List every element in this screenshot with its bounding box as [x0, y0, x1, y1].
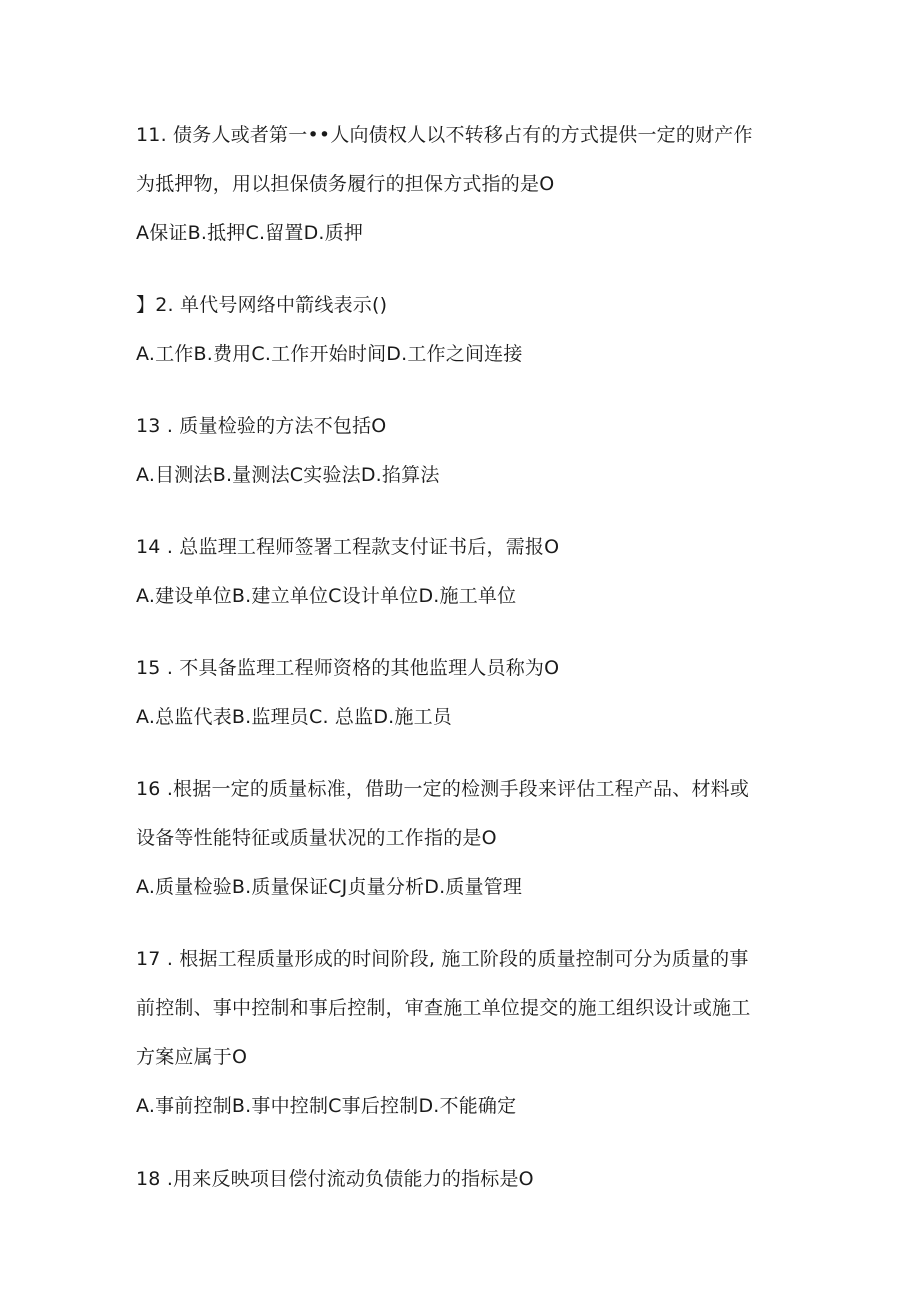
question-14-options: A.建设单位B.建立单位C设计单位D.施工单位 — [136, 585, 517, 607]
question-11-options: A保证B.抵押C.留置D.质押 — [136, 222, 364, 244]
question-17-stem-line-2: 前控制、事中控制和事后控制，审查施工单位提交的施工组织设计或施工 — [136, 997, 751, 1019]
question-16-stem-line-2: 设备等性能特征或质量状况的工作指的是O — [136, 827, 497, 849]
question-15-stem: 15 . 不具备监理工程师资格的其他监理人员称为O — [136, 657, 560, 679]
question-12-stem: 】2. 单代号网络中箭线表示() — [136, 294, 388, 316]
question-12-options: A.工作B.费用C.工作开始时间D.工作之间连接 — [136, 343, 523, 365]
question-17-options: A.事前控制B.事中控制C事后控制D.不能确定 — [136, 1095, 517, 1117]
question-17-stem-line-1: 17 . 根据工程质量形成的时间阶段, 施工阶段的质量控制可分为质量的事 — [136, 948, 749, 970]
question-11-stem-line-2: 为抵押物，用以担保债务履行的担保方式指的是O — [136, 173, 555, 195]
question-14-stem: 14 . 总监理工程师签署工程款支付证书后，需报O — [136, 536, 560, 558]
question-16-stem-line-1: 16 .根据一定的质量标准，借助一定的检测手段来评估工程产品、材料或 — [136, 778, 750, 800]
question-17-stem-line-3: 方案应属于O — [136, 1046, 248, 1068]
question-13-stem: 13 . 质量检验的方法不包括O — [136, 415, 387, 437]
question-11-stem-line-1: 11. 债务人或者第一••人向债权人以不转移占有的方式提供一定的财产作 — [136, 124, 753, 146]
question-16-options: A.质量检验B.质量保证CJ贞量分析D.质量管理 — [136, 876, 523, 898]
question-13-options: A.目测法B.量测法C实验法D.掐算法 — [136, 464, 440, 486]
question-15-options: A.总监代表B.监理员C. 总监D.施工员 — [136, 706, 452, 728]
question-18-stem: 18 .用来反映项目偿付流动负债能力的指标是O — [136, 1168, 534, 1190]
